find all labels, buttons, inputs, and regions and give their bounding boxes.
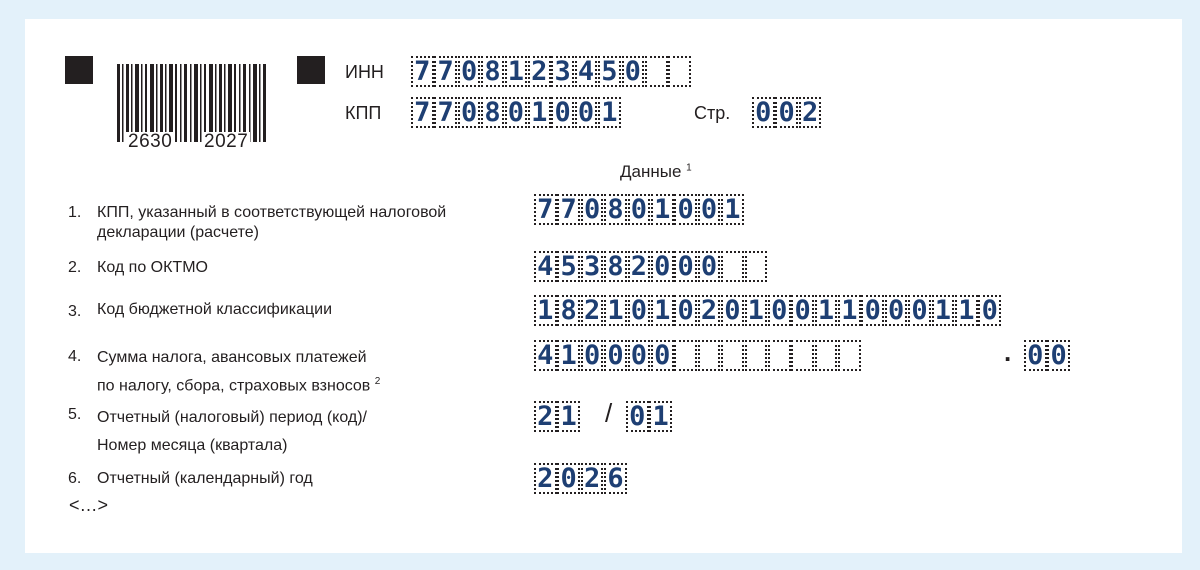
- character-cell[interactable]: 2: [698, 295, 721, 326]
- character-cell[interactable]: 1: [745, 295, 768, 326]
- character-cell[interactable]: 2: [628, 251, 651, 282]
- character-cell[interactable]: 1: [528, 97, 551, 128]
- row-1-number: 1.: [68, 204, 82, 221]
- character-cell[interactable]: 3: [581, 251, 604, 282]
- character-cell[interactable]: 6: [604, 463, 627, 494]
- data-column-heading: Данные $^1$: [620, 162, 692, 181]
- character-cell[interactable]: 0: [628, 295, 651, 326]
- character-cell[interactable]: 4: [575, 56, 598, 87]
- row-3-kbk-field[interactable]: [534, 295, 1002, 326]
- kpp-field[interactable]: [411, 97, 622, 128]
- character-cell[interactable]: 0: [458, 97, 481, 128]
- character-cell[interactable]: 0: [674, 295, 697, 326]
- alignment-marker-right: [297, 56, 325, 84]
- character-cell[interactable]: [668, 56, 691, 87]
- character-cell[interactable]: [791, 340, 814, 371]
- character-cell[interactable]: 0: [622, 56, 645, 87]
- row-5-label: Отчетный (налоговый) период (код)/ Номер месяца (квартала): [97, 409, 367, 454]
- character-cell[interactable]: 8: [604, 194, 627, 225]
- row-2-label: Код по ОКТМО: [97, 259, 208, 276]
- character-cell[interactable]: 8: [481, 97, 504, 128]
- character-cell[interactable]: [745, 340, 768, 371]
- character-cell[interactable]: 7: [434, 97, 457, 128]
- character-cell[interactable]: 8: [481, 56, 504, 87]
- character-cell[interactable]: 2: [534, 401, 557, 432]
- character-cell[interactable]: [721, 251, 744, 282]
- character-cell[interactable]: 0: [626, 401, 649, 432]
- character-cell[interactable]: 0: [791, 295, 814, 326]
- alignment-marker-left: [65, 56, 93, 84]
- barcode-number-right: 2027: [204, 131, 249, 152]
- character-cell[interactable]: 0: [581, 194, 604, 225]
- character-cell[interactable]: 1: [557, 340, 580, 371]
- row-6-label: Отчетный (календарный) год: [97, 470, 313, 487]
- character-cell[interactable]: 1: [598, 97, 621, 128]
- character-cell[interactable]: 0: [575, 97, 598, 128]
- character-cell[interactable]: 1: [651, 295, 674, 326]
- character-cell[interactable]: 4: [534, 340, 557, 371]
- character-cell[interactable]: 0: [557, 463, 580, 494]
- character-cell[interactable]: 0: [698, 251, 721, 282]
- row-2-number: 2.: [68, 259, 82, 276]
- character-cell[interactable]: 0: [628, 194, 651, 225]
- inn-label: ИНН: [345, 62, 384, 82]
- character-cell[interactable]: 1: [721, 194, 744, 225]
- row-4-amount-field[interactable]: [534, 340, 861, 371]
- character-cell[interactable]: 7: [434, 56, 457, 87]
- character-cell[interactable]: 2: [581, 295, 604, 326]
- row-5-period-code-field[interactable]: [534, 401, 581, 432]
- character-cell[interactable]: 0: [721, 295, 744, 326]
- character-cell[interactable]: 2: [534, 463, 557, 494]
- row-5-month-field[interactable]: [626, 401, 673, 432]
- character-cell[interactable]: [645, 56, 668, 87]
- character-cell[interactable]: 2: [581, 463, 604, 494]
- row-4-label: Сумма налога, авансовых платежей по налогу, сбора, страховых взносов $^2$: [97, 349, 381, 395]
- character-cell[interactable]: [721, 340, 744, 371]
- character-cell[interactable]: [768, 340, 791, 371]
- character-cell[interactable]: 7: [557, 194, 580, 225]
- row-1-kpp-field[interactable]: [534, 194, 745, 225]
- character-cell[interactable]: 0: [698, 194, 721, 225]
- character-cell[interactable]: 0: [651, 251, 674, 282]
- character-cell[interactable]: 0: [505, 97, 528, 128]
- row-1-label: КПП, указанный в соответствующей налоговой декларации (расчете): [97, 204, 447, 241]
- character-cell[interactable]: [815, 340, 838, 371]
- kpp-label: КПП: [345, 103, 382, 123]
- barcode-bars: [117, 64, 267, 134]
- character-cell[interactable]: 1: [932, 295, 955, 326]
- barcode: [117, 64, 267, 152]
- row-5-number: 5.: [68, 406, 82, 423]
- character-cell[interactable]: [698, 340, 721, 371]
- character-cell[interactable]: 1: [557, 401, 580, 432]
- row-6-number: 6.: [68, 470, 82, 487]
- character-cell[interactable]: 7: [534, 194, 557, 225]
- character-cell[interactable]: 1: [815, 295, 838, 326]
- character-cell[interactable]: 5: [557, 251, 580, 282]
- character-cell[interactable]: 0: [908, 295, 931, 326]
- character-cell[interactable]: 0: [1024, 340, 1047, 371]
- character-cell[interactable]: 3: [551, 56, 574, 87]
- character-cell[interactable]: 1: [534, 295, 557, 326]
- character-cell[interactable]: 0: [651, 340, 674, 371]
- character-cell[interactable]: 1: [649, 401, 672, 432]
- character-cell[interactable]: 1: [505, 56, 528, 87]
- row-5-slash: /: [605, 398, 613, 428]
- character-cell[interactable]: 4: [534, 251, 557, 282]
- character-cell[interactable]: 1: [651, 194, 674, 225]
- character-cell[interactable]: 1: [604, 295, 627, 326]
- character-cell[interactable]: 0: [775, 97, 798, 128]
- row-4-decimal-point: .: [1004, 337, 1012, 367]
- character-cell[interactable]: 0: [604, 340, 627, 371]
- row-3-number: 3.: [68, 303, 82, 320]
- character-cell[interactable]: 8: [604, 251, 627, 282]
- character-cell[interactable]: 0: [978, 295, 1001, 326]
- character-cell[interactable]: 0: [861, 295, 884, 326]
- row-4-amount-fraction-field[interactable]: [1024, 340, 1071, 371]
- character-cell[interactable]: 0: [628, 340, 651, 371]
- ellipsis-marker: <…>: [69, 495, 109, 515]
- page-label: Стр.: [694, 103, 731, 123]
- character-cell[interactable]: 0: [1047, 340, 1070, 371]
- character-cell[interactable]: 2: [528, 56, 551, 87]
- character-cell[interactable]: [745, 251, 768, 282]
- page-number-field[interactable]: [752, 97, 822, 128]
- row-2-oktmo-field[interactable]: [534, 251, 768, 282]
- character-cell[interactable]: 1: [838, 295, 861, 326]
- character-cell[interactable]: 0: [885, 295, 908, 326]
- row-3-label: Код бюджетной классификации: [97, 301, 333, 318]
- character-cell[interactable]: 0: [674, 194, 697, 225]
- inn-field[interactable]: [411, 56, 692, 87]
- row-4-number: 4.: [68, 348, 82, 365]
- character-cell[interactable]: 8: [557, 295, 580, 326]
- character-cell[interactable]: 0: [674, 251, 697, 282]
- row-6-year-field[interactable]: [534, 463, 628, 494]
- character-cell[interactable]: 7: [411, 97, 434, 128]
- character-cell[interactable]: 0: [458, 56, 481, 87]
- character-cell[interactable]: 0: [768, 295, 791, 326]
- character-cell[interactable]: 0: [551, 97, 574, 128]
- barcode-number-left: 2630: [128, 131, 173, 152]
- character-cell[interactable]: 5: [598, 56, 621, 87]
- character-cell[interactable]: 0: [752, 97, 775, 128]
- character-cell[interactable]: 1: [955, 295, 978, 326]
- character-cell[interactable]: [838, 340, 861, 371]
- character-cell[interactable]: 7: [411, 56, 434, 87]
- character-cell[interactable]: 0: [581, 340, 604, 371]
- character-cell[interactable]: [674, 340, 697, 371]
- character-cell[interactable]: 2: [799, 97, 822, 128]
